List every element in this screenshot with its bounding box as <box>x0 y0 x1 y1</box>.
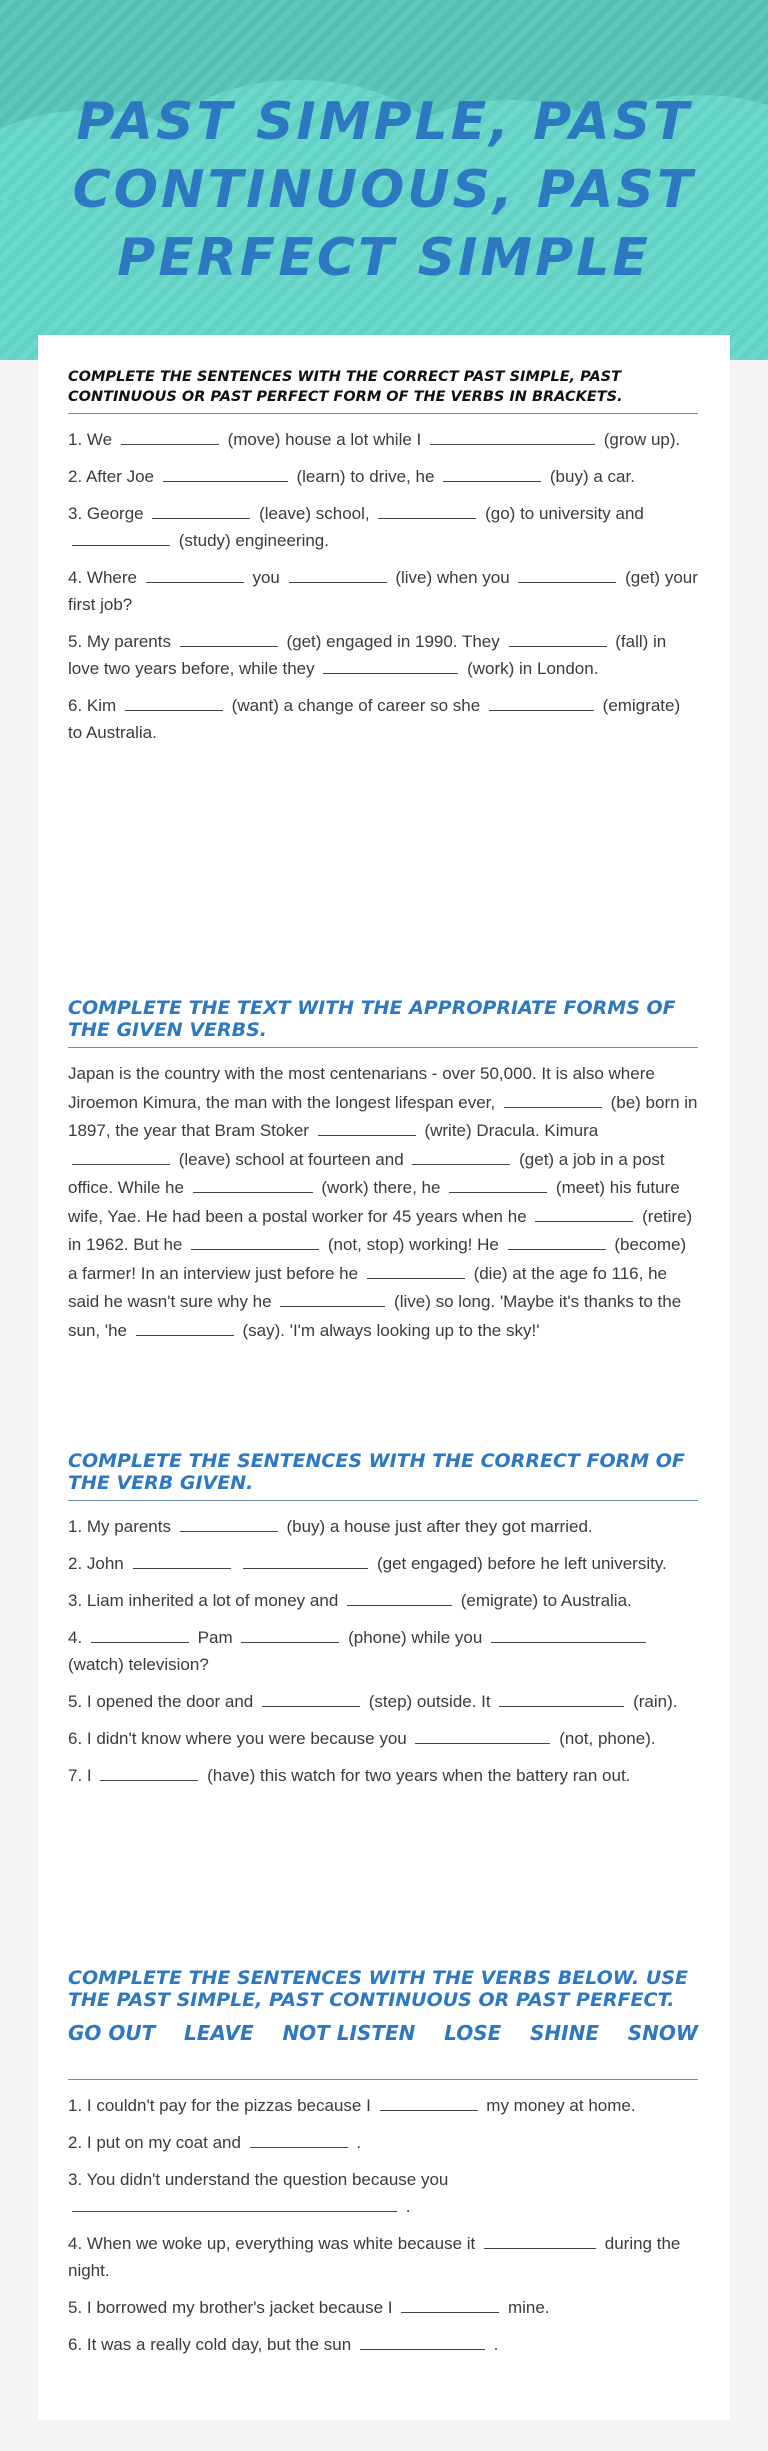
word-bank-item: SNOW <box>627 2021 698 2045</box>
exercise-item: 6. Kim (want) a change of career so she (emigrate) to Australia. <box>68 696 681 742</box>
exercise-item: 2. I put on my coat and . <box>68 2133 362 2152</box>
exercise-item: 3. You didn't understand the question because you . <box>68 2170 449 2216</box>
answer-blank[interactable] <box>250 2131 348 2148</box>
word-bank-item: SHINE <box>530 2021 600 2045</box>
word-bank-item: LOSE <box>444 2021 502 2045</box>
answer-blank[interactable] <box>191 1233 319 1250</box>
word-bank-item: LEAVE <box>184 2021 254 2045</box>
section-heading: COMPLETE THE SENTENCES WITH THE CORRECT FORM OF THE VERB GIVEN. <box>68 1450 698 1501</box>
answer-blank[interactable] <box>121 428 219 445</box>
section-correct-form <box>68 1450 698 1799</box>
answer-blank[interactable] <box>323 657 458 674</box>
answer-blank[interactable] <box>518 566 616 583</box>
word-bank-item: GO OUT <box>68 2021 156 2045</box>
word-bank <box>68 2021 698 2045</box>
exercise-item: 2. John (get engaged) before he left university. <box>68 1554 667 1573</box>
exercise-item: 5. I borrowed my brother's jacket because I mine. <box>68 2298 550 2317</box>
exercise-item: 5. My parents (get) engaged in 1990. They (fall) in love two years before, while they (work) in London. <box>68 632 667 678</box>
answer-blank[interactable] <box>347 1589 452 1606</box>
answer-blank[interactable] <box>509 630 607 647</box>
answer-blank[interactable] <box>91 1626 189 1643</box>
answer-blank[interactable] <box>180 630 278 647</box>
answer-blank[interactable] <box>401 2296 499 2313</box>
answer-blank[interactable] <box>489 694 594 711</box>
answer-blank[interactable] <box>367 1262 465 1279</box>
word-bank-item: NOT LISTEN <box>282 2021 416 2045</box>
answer-blank[interactable] <box>133 1552 231 1569</box>
answer-blank[interactable] <box>72 529 170 546</box>
section-heading: COMPLETE THE SENTENCES WITH THE VERBS BELOW. USE THE PAST SIMPLE, PAST CONTINUOUS OR PAST PERFECT. <box>68 1967 688 2011</box>
answer-blank[interactable] <box>180 1515 278 1532</box>
answer-blank[interactable] <box>449 1176 547 1193</box>
answer-blank[interactable] <box>380 2094 478 2111</box>
answer-blank[interactable] <box>125 694 223 711</box>
exercise-item: 6. It was a really cold day, but the sun . <box>68 2335 499 2354</box>
answer-blank[interactable] <box>378 502 476 519</box>
exercise-item: 1. My parents (buy) a house just after they got married. <box>68 1517 593 1536</box>
exercise-item: 7. I (have) this watch for two years when the battery ran out. <box>68 1766 631 1785</box>
answer-blank[interactable] <box>280 1290 385 1307</box>
exercise-item: 4. When we woke up, everything was white because it during the night. <box>68 2234 681 2280</box>
answer-blank[interactable] <box>430 428 595 445</box>
answer-blank[interactable] <box>412 1148 510 1165</box>
section-heading: COMPLETE THE TEXT WITH THE APPROPRIATE FORMS OF THE GIVEN VERBS. <box>68 997 698 1048</box>
header-banner <box>0 0 768 360</box>
answer-blank[interactable] <box>504 1091 602 1108</box>
answer-blank[interactable] <box>163 465 288 482</box>
exercise-item: 4. Pam (phone) while you (watch) television? <box>68 1624 698 1678</box>
answer-blank[interactable] <box>415 1727 550 1744</box>
answer-blank[interactable] <box>136 1319 234 1336</box>
divider <box>68 2079 698 2080</box>
answer-blank[interactable] <box>146 566 244 583</box>
answer-blank[interactable] <box>491 1626 646 1643</box>
answer-blank[interactable] <box>443 465 541 482</box>
answer-blank[interactable] <box>289 566 387 583</box>
answer-blank[interactable] <box>360 2333 485 2350</box>
worksheet-card <box>38 335 730 2420</box>
answer-blank[interactable] <box>318 1119 416 1136</box>
answer-blank[interactable] <box>243 1552 368 1569</box>
answer-blank[interactable] <box>508 1233 606 1250</box>
exercise-item: 4. Where you (live) when you (get) your first job? <box>68 568 698 614</box>
section-kimura-text <box>68 997 698 1355</box>
section-verbs-below <box>68 1967 698 2368</box>
answer-blank[interactable] <box>499 1690 624 1707</box>
exercise-item: 2. After Joe (learn) to drive, he (buy) a car. <box>68 467 635 486</box>
answer-blank[interactable] <box>535 1205 633 1222</box>
page-title: PAST SIMPLE, PAST CONTINUOUS, PAST PERFECT SIMPLE <box>72 92 696 288</box>
exercise-text: Japan is the country with the most centenarians - over 50,000. It is also where Jiroemon Kimura, the man with the longest lifespan ever, (be) born in 1897, the year that Bram Stoker (write) Dracula. Kimura (leave) school at fourteen and (get) a job in a post office. While he (work) there, he (meet) his future wife, Yae. He had been a postal worker for 45 years when he (retire) in 1962. But he (not, stop) working! He (become) a farmer! In an interview just before he (die) at the age fo 116, he said he wasn't sure why he (live) so long. 'Maybe it's thanks to the sun, 'he (say). 'I'm always looking up to the sky!' <box>68 1064 698 1340</box>
answer-blank[interactable] <box>193 1176 313 1193</box>
exercise-item: 3. Liam inherited a lot of money and (emigrate) to Australia. <box>68 1591 632 1610</box>
answer-blank[interactable] <box>152 502 250 519</box>
answer-blank[interactable] <box>72 1148 170 1165</box>
exercise-item: 6. I didn't know where you were because you (not, phone). <box>68 1729 656 1748</box>
exercise-item: 1. We (move) house a lot while I (grow up). <box>68 430 681 449</box>
exercise-item: 1. I couldn't pay for the pizzas because I my money at home. <box>68 2096 636 2115</box>
answer-blank[interactable] <box>72 2195 397 2212</box>
section-heading: COMPLETE THE SENTENCES WITH THE CORRECT PAST SIMPLE, PAST CONTINUOUS OR PAST PERFECT FORM OF THE VERBS IN BRACKETS. <box>68 367 698 414</box>
answer-blank[interactable] <box>100 1764 198 1781</box>
answer-blank[interactable] <box>262 1690 360 1707</box>
exercise-item: 3. George (leave) school, (go) to university and (study) engineering. <box>68 504 644 550</box>
answer-blank[interactable] <box>484 2232 596 2249</box>
exercise-item: 5. I opened the door and (step) outside. It (rain). <box>68 1692 678 1711</box>
answer-blank[interactable] <box>241 1626 339 1643</box>
section-past-forms <box>68 367 698 756</box>
